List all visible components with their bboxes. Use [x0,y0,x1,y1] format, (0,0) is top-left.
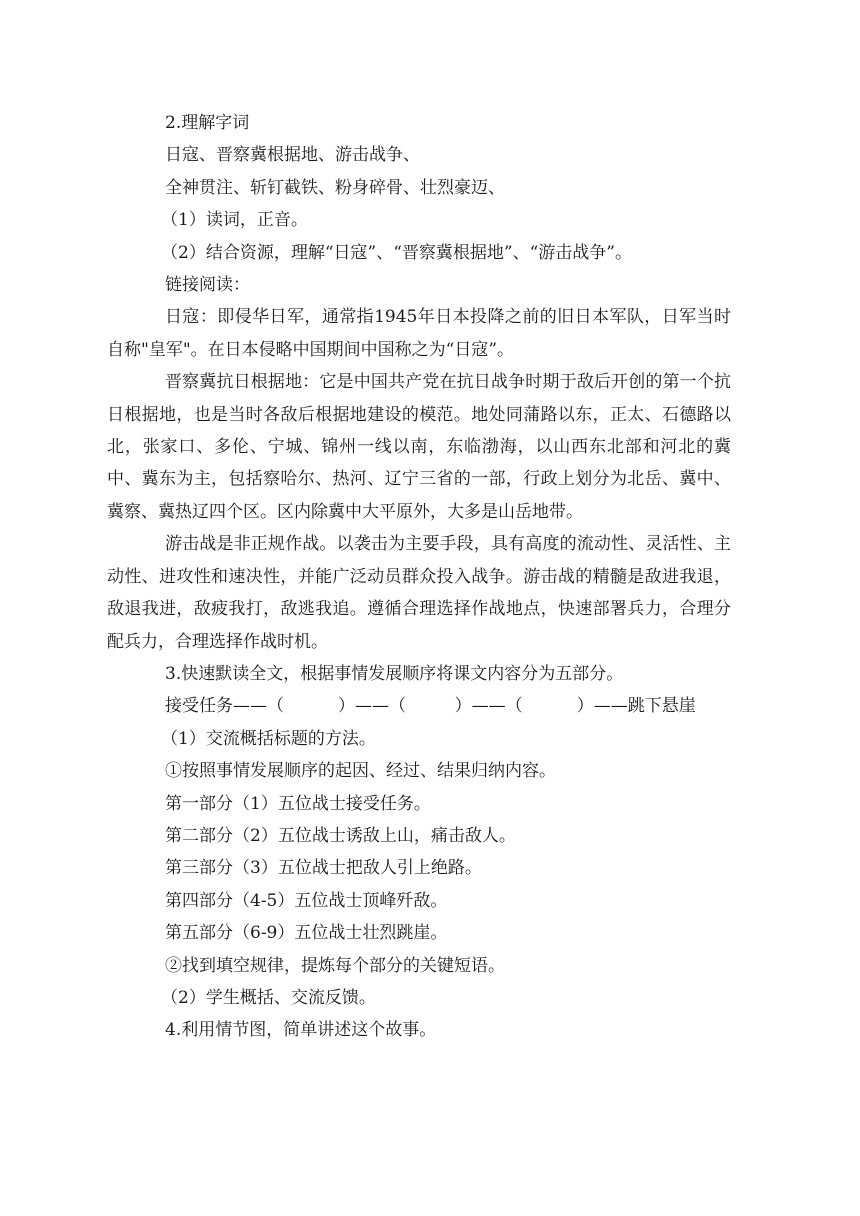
method-2: ②找到填空规律，提炼每个部分的关键短语。 [165,955,505,976]
step-read-words: （1）读词，正音。 [161,210,308,231]
method-1: ①按照事情发展顺序的起因、经过、结果归纳内容。 [165,761,556,782]
paragraph-rikou: 日寇：即侵华日军，通常指1945年日本投降之前的旧日本军队，日军当时自称"皇军"。在日本侵略中国期间中国称之为“日寇”。 [107,307,731,360]
part-5: 第五部分（6-9）五位战士壮烈跳崖。 [165,923,448,944]
part-1: 第一部分（1）五位战士接受任务。 [165,793,431,814]
part-4: 第四部分（4-5）五位战士顶峰歼敌。 [165,890,448,911]
document-content [107,107,731,1047]
step-student-summary: （2）学生概括、交流反馈。 [161,987,376,1008]
word-list-2: 全神贯注、斩钉截铁、粉身碎骨、壮烈豪迈、 [165,177,505,198]
part-3: 第三部分（3）五位战士把敌人引上绝路。 [165,858,482,879]
part-2: 第二部分（2）五位战士诱敌上山，痛击敌人。 [165,825,516,846]
paragraph-guerrilla: 游击战是非正规作战。以袭击为主要手段，具有高度的流动性、灵活性、主动性、进攻性和速决性，并能广泛动员群众投入战争。游击战的精髓是敌进我退，敌退我进，敌疲我打，敌逃我追。遵循合理选择作战地点，快速部署兵力，合理分配兵力，合理选择作战时机。 [107,534,731,652]
paragraph-jinchaji: 晋察冀抗日根据地：它是中国共产党在抗日战争时期于敌后开创的第一个抗日根据地，也是当时各敌后根据地建设的模范。地处同蒲路以东，正太、石德路以北，张家口、多伦、宁城、锦州一线以南，东临渤海，以山西东北部和河北的冀中、冀东为主，包括察哈尔、热河、辽宁三省的一部，行政上划分为北岳、冀中、冀察、冀热辽四个区。区内除冀中大平原外，大多是山岳地带。 [107,372,731,522]
link-reading-label: 链接阅读： [165,275,250,296]
step-summarize-method: （1）交流概括标题的方法。 [161,728,376,749]
step-understand-words: （2）结合资源，理解“日寇”、“晋察冀根据地”、“游击战争”。 [161,242,632,263]
section-heading-2: 2.理解字词 [165,113,250,133]
plot-fill-blanks: 接受任务——（ ）——（ ）——（ ）——跳下悬崖 [165,696,696,717]
section-heading-3: 3.快速默读全文，根据事情发展顺序将课文内容分为五部分。 [165,663,624,684]
word-list-1: 日寇、晋察冀根据地、游击战争、 [165,145,420,166]
section-heading-4: 4.利用情节图，简单讲述这个故事。 [165,1020,437,1041]
